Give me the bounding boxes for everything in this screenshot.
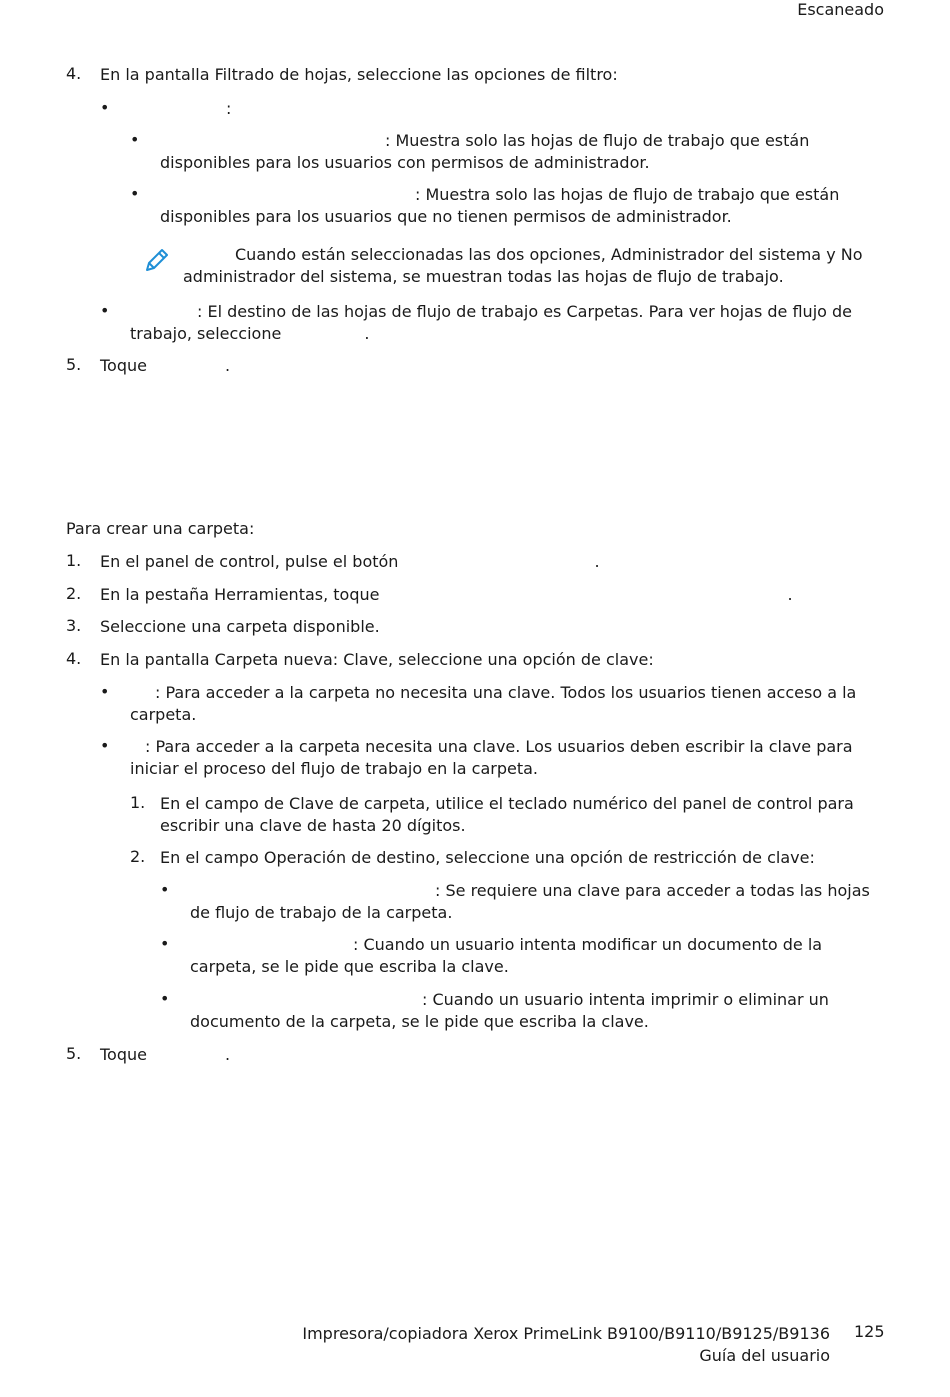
footer-product: Impresora/copiadora Xerox PrimeLink B9100/B9110/B9125/B9136: [302, 1324, 830, 1343]
bullet-no-password: : Para acceder a la carpeta no necesita una clave. Todos los usuarios tienen acceso a la carpeta.: [130, 683, 857, 724]
bullet: •: [100, 682, 110, 701]
bullet: •: [130, 130, 140, 149]
step-number: 5.: [66, 355, 82, 374]
bullet: •: [130, 184, 140, 203]
pencil-icon: [143, 246, 171, 278]
step-text: Seleccione una carpeta disponible.: [100, 617, 380, 636]
running-header: Escaneado: [797, 0, 884, 19]
sub-step-text: En el campo Operación de destino, seleccione una opción de restricción de clave:: [160, 848, 815, 867]
step-text: En la pestaña Herramientas, toque .: [100, 585, 793, 604]
step-number: 4.: [66, 649, 82, 668]
page-number: 125: [854, 1322, 885, 1341]
step-text: Toque .: [100, 1045, 231, 1064]
bullet: •: [100, 301, 110, 320]
sub-step-number: 1.: [130, 793, 146, 812]
bullet: •: [100, 736, 110, 755]
note-text: Cuando están seleccionadas las dos opciones, Administrador del sistema y No administrador del sistema, se muestran todas las hojas de flujo de trabajo.: [183, 245, 863, 286]
step-text: En la pantalla Filtrado de hojas, seleccione las opciones de filtro:: [100, 65, 618, 84]
sub-bullet-admin: : Muestra solo las hojas de flujo de trabajo que están disponibles para los usuarios con permisos de administrador.: [160, 131, 810, 172]
option-save: : Cuando un usuario intenta modificar un documento de la carpeta, se le pide que escriba la clave.: [190, 935, 823, 976]
bullet: •: [160, 934, 170, 953]
sub-bullet-nonadmin: : Muestra solo las hojas de flujo de trabajo que están disponibles para los usuarios que no tienen permisos de administrador.: [160, 185, 840, 226]
option-print-delete: : Cuando un usuario intenta imprimir o eliminar un documento de la carpeta, se le pide que escriba la clave.: [190, 990, 829, 1031]
step-text: Toque .: [100, 356, 231, 375]
intro-text: Para crear una carpeta:: [66, 519, 255, 538]
step-number: 4.: [66, 64, 82, 83]
footer-guide: Guía del usuario: [699, 1346, 830, 1365]
option-always: : Se requiere una clave para acceder a todas las hojas de flujo de trabajo de la carpeta.: [190, 881, 870, 922]
bullet-target: : El destino de las hojas de flujo de trabajo es Carpetas. Para ver hojas de flujo de trabajo, seleccione .: [130, 302, 853, 343]
sub-step-number: 2.: [130, 847, 146, 866]
sub-step-text: En el campo de Clave de carpeta, utilice el teclado numérico del panel de control para escribir una clave de hasta 20 dígitos.: [160, 794, 854, 835]
step-text: En el panel de control, pulse el botón .: [100, 552, 600, 571]
bullet: •: [160, 989, 170, 1008]
step-number: 1.: [66, 551, 82, 570]
step-number: 5.: [66, 1044, 82, 1063]
bullet-yes-password: : Para acceder a la carpeta necesita una clave. Los usuarios deben escribir la clave para iniciar el proceso del flujo de trabajo en la carpeta.: [130, 737, 853, 778]
bullet: •: [160, 880, 170, 899]
step-number: 2.: [66, 584, 82, 603]
step-text: En la pantalla Carpeta nueva: Clave, seleccione una opción de clave:: [100, 650, 654, 669]
step-number: 3.: [66, 616, 82, 635]
bullet: •: [100, 98, 110, 117]
bullet-owner-suffix: :: [226, 99, 232, 118]
